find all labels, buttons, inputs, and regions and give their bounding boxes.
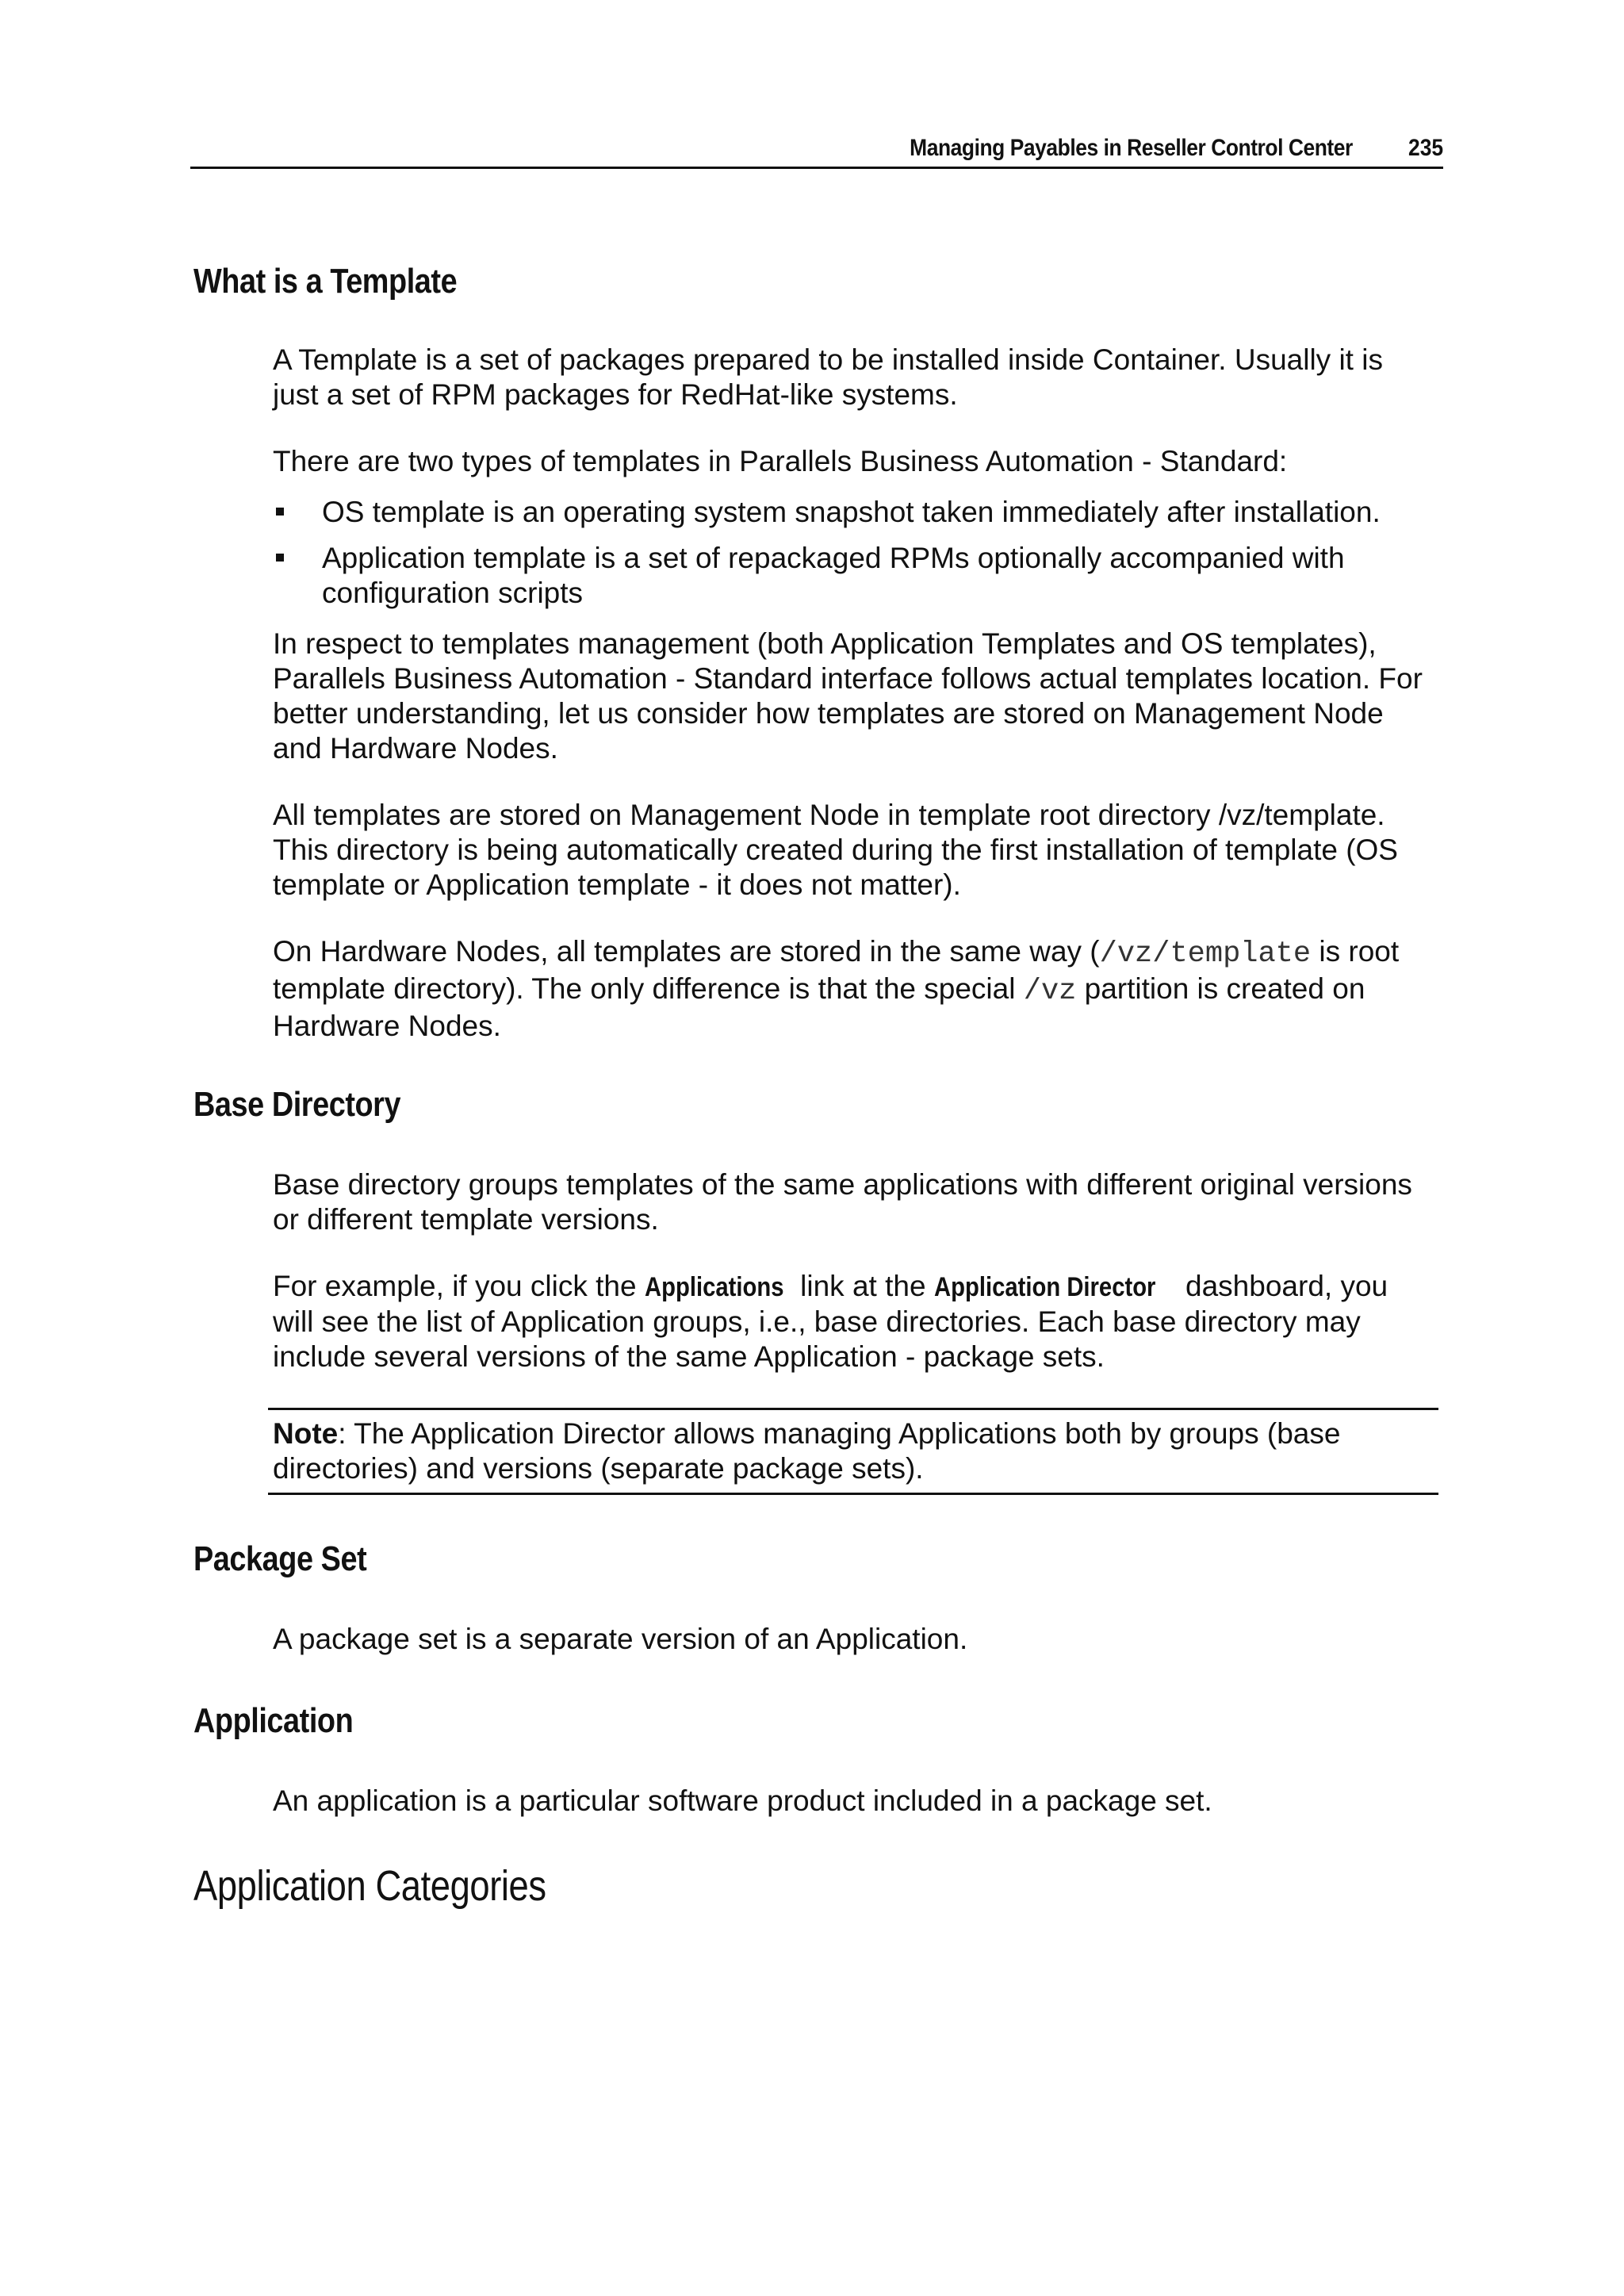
list-item-text: Application template is a set of repackaged RPMs optionally accompanied with configuration scripts xyxy=(322,542,1345,609)
section-heading-template: What is a Template xyxy=(193,262,458,301)
paragraph xyxy=(273,934,1431,1044)
list-item-text: OS template is an operating system snapshot taken immediately after installation. xyxy=(322,496,1381,528)
text-run: : The Application Director allows managing Applications both by groups (base directories) and versions (separate package sets). xyxy=(273,1417,1341,1485)
section-body-template xyxy=(273,343,1431,1044)
bullet-icon xyxy=(276,554,284,562)
paragraph: Base directory groups templates of the same applications with different original versions or different template versions. xyxy=(273,1168,1412,1236)
section-body-package-set xyxy=(273,1622,1431,1657)
ui-term-applications: Applications xyxy=(644,1272,784,1302)
text-run: On Hardware Nodes, all templates are stored in the same way ( xyxy=(273,935,1100,968)
section-body-application xyxy=(273,1784,1431,1819)
section-body-base-directory xyxy=(273,1167,1431,1495)
chapter-heading-application-categories: Application Categories xyxy=(193,1862,546,1910)
text-run: is root template directory). The only difference is that the special xyxy=(273,935,1400,1005)
section-heading-application: Application xyxy=(193,1701,354,1740)
running-header xyxy=(190,131,1443,169)
paragraph: A package set is a separate version of an Application. xyxy=(273,1623,968,1655)
list-item xyxy=(273,541,1431,611)
text-run: link at the xyxy=(791,1270,934,1302)
paragraph: In respect to templates management (both Application Templates and OS templates), Parallels Business Automation - Standard interface follows actual templates location. For better understanding, let us consider how templates are stored on Management Node and Hardware Nodes. xyxy=(273,627,1423,765)
paragraph: A Template is a set of packages prepared to be installed inside Container. Usually it is just a set of RPM packages for RedHat-like systems. xyxy=(273,343,1383,411)
bullet-list xyxy=(273,495,1431,611)
note-label: Note xyxy=(273,1417,339,1450)
page-content xyxy=(193,262,1446,1911)
section-heading-base-directory: Base Directory xyxy=(193,1085,401,1124)
running-header-title: Managing Payables in Reseller Control Center xyxy=(910,135,1353,161)
paragraph: All templates are stored on Management Node in template root directory /vz/template. This directory is being automatically created during the first installation of template (OS template or Application template - it does not matter). xyxy=(273,799,1398,901)
paragraph: There are two types of templates in Parallels Business Automation - Standard: xyxy=(273,445,1288,477)
bullet-icon xyxy=(276,508,284,516)
paragraph: An application is a particular software product included in a package set. xyxy=(273,1784,1212,1817)
code-path: /vz xyxy=(1023,975,1077,1008)
note-text xyxy=(273,1416,1434,1486)
paragraph xyxy=(273,1269,1431,1374)
note-box xyxy=(268,1408,1438,1495)
text-run: partition is created on Hardware Nodes. xyxy=(273,972,1365,1042)
code-path: /vz/template xyxy=(1099,937,1312,971)
page-number: 235 xyxy=(1408,135,1443,161)
text-run: dashboard, you will see the list of Application groups, i.e., base directories. Each base directory may include several versions of the same Application - package sets. xyxy=(273,1270,1388,1373)
text-run: For example, if you click the xyxy=(273,1270,645,1302)
list-item xyxy=(273,495,1431,530)
section-heading-package-set: Package Set xyxy=(193,1539,367,1578)
ui-term-application-director: Application Director xyxy=(933,1272,1156,1302)
